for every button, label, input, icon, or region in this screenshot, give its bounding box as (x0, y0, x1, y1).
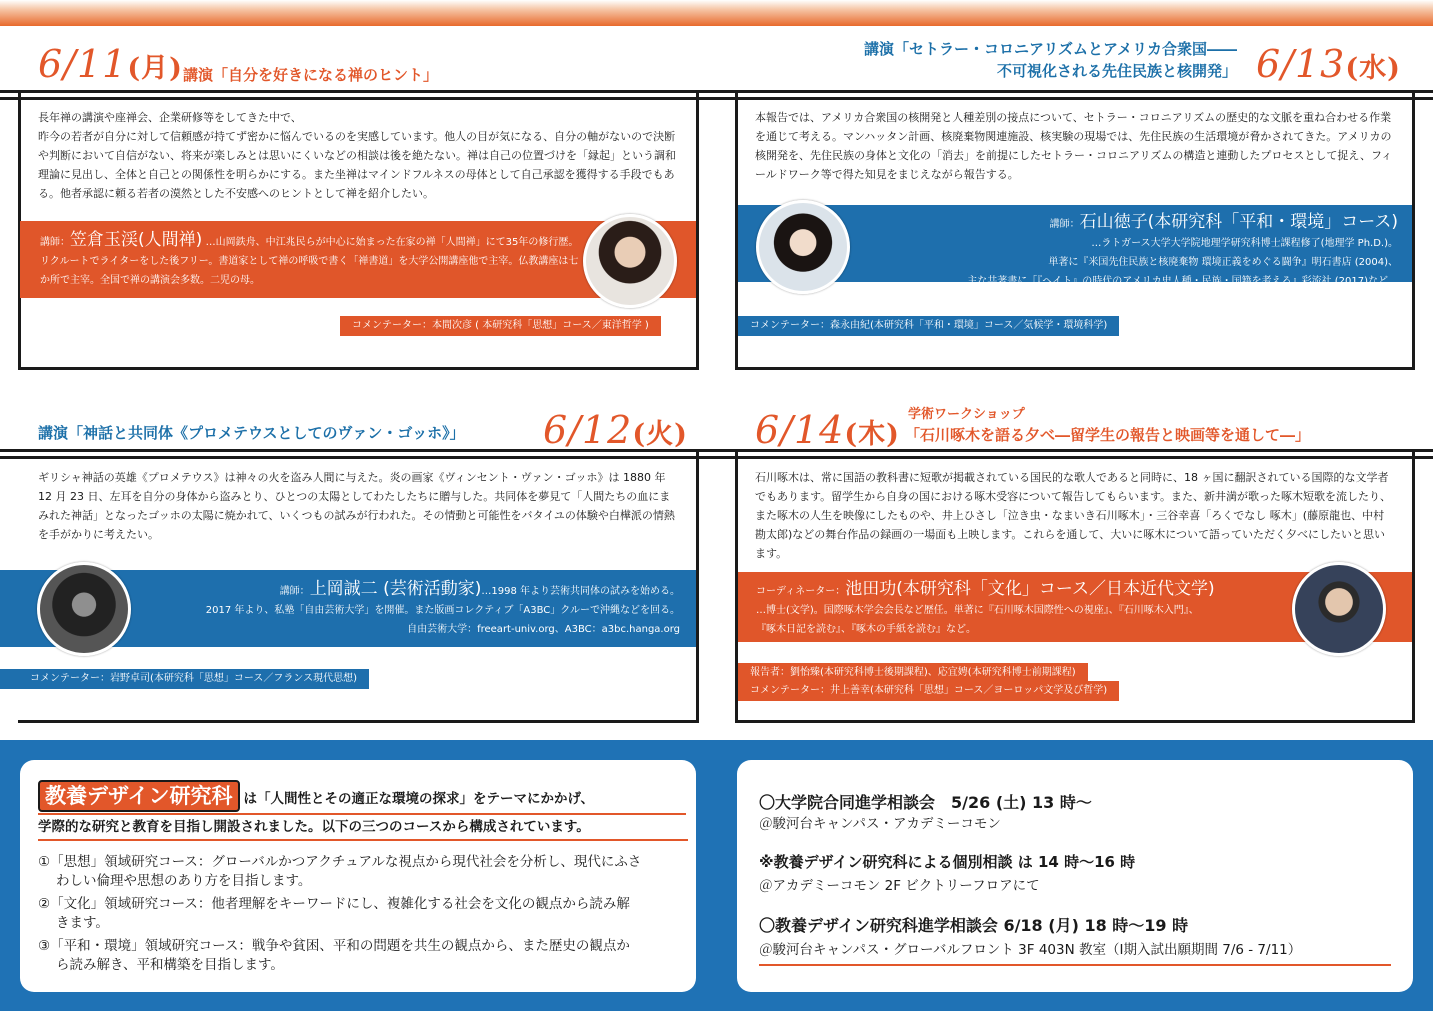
speaker-name: 石山徳子(本研究科「平和・環境」コース) (1079, 212, 1398, 232)
talk-title-6-13-line2: 不可視化される先住民族と核開発」 (996, 62, 1237, 80)
commentator-6-13: コメンテーター：森永由紀(本研究科「平和・環境」コース／気候学・環境科学) (738, 316, 1119, 336)
speaker-photo-kamioka (37, 562, 131, 656)
divider-top-2 (0, 97, 1433, 100)
about-heading: 教養デザイン研究科 は「人間性とその適正な環境の探求」をテーマにかかげ、 (38, 780, 594, 812)
event-1: 〇大学院合同進学相談会 5/26 (土) 13 時～ (759, 793, 1092, 812)
frame-col-3 (696, 449, 699, 723)
frame-right-1 (1412, 90, 1415, 370)
speaker-photo-kasakura (583, 214, 677, 308)
date-6-12: 6/12(火) (543, 408, 688, 452)
event-2: ※教養デザイン研究科による個別相談 は 14 時～16 時 (759, 853, 1136, 871)
speaker-role: 講師： (279, 586, 310, 597)
talk-title-6-13-line1: 講演「セトラー・コロニアリズムとアメリカ合衆国―― (863, 40, 1237, 58)
divider-mid-left (18, 367, 699, 370)
bottom-panel (0, 740, 1433, 1011)
talk-title-6-12: 講演「神話と共同体《プロメテウスとしてのヴァン・ゴッホ》」 (38, 424, 465, 442)
speaker-desc: …山岡鉄舟、中江兆民らが中心に始まった在家の禅「人間禅」にて35年の修行歴。リクルートでライターをした後フリー。書道家として禅の呼吸で書く「禅書道」を大学公開講座他で主宰。仏教講座は七か所で主宰。全国で禅の講演会多数。二児の母。 (40, 237, 579, 286)
frame-col-1 (696, 90, 699, 370)
event-2-location: ＠アカデミーコモン 2F ビクトリーフロアにて (759, 878, 1040, 894)
about-card (20, 760, 696, 992)
commentator-6-11: コメンテーター：本間次彦 ( 本研究科「思想」コース／東洋哲学 ) (340, 316, 661, 336)
events-card (737, 760, 1413, 992)
talk-body-6-13: 本報告では、アメリカ合衆国の核開発と人種差別の接点について、セトラー・コロニアリズムの歴史的な文脈を重ね合わせる作業を通じて考える。マンハッタン計画、核廃棄物関連施設、核実験の現場では、先住民族の生活環境が脅かされてきた。アメリカの核開発を、先住民族の身体と文化の「消去」を前提にしたセトラー・コロニアリズムの構造と連動したプロセスとして捉え、フィールドワーク等で得た知見をまじえながら報告する。 (755, 111, 1393, 181)
divider-bottom-left (18, 720, 699, 723)
date-6-14: 6/14(木) (755, 408, 900, 452)
talk-title-6-11: 講演「自分を好きになる禅のヒント」 (183, 66, 439, 84)
divider-bottom-right (735, 720, 1415, 723)
underline-1 (38, 813, 686, 815)
talk-body-6-12: ギリシャ神話の英雄《プロメテウス》は神々の火を盗み人間に与えた。炎の画家《ヴィンセント・ヴァン・ゴッホ》は 1880 年 12 月 23 日、左耳を自分の身体から盗みとり、ひとつの太陽としてわたしたちに贈与した。共同体を夢見て「人間たちの血にまみれた神話」となったゴッホの太陽に焼かれて、いくつもの試みが行われた。その情動と可能性をバタイユの体験や白樺派の情熱を手がかりに考えたい。 (38, 471, 675, 541)
divider-middle (0, 449, 1433, 452)
course-3-cont: ら読み解き、平和構築を目指します。 (56, 957, 284, 973)
speaker-desc-1: …1998 年より芸術共同体の試みを始める。 (481, 586, 680, 597)
event-1-location: ＠駿河台キャンパス・アカデミーコモン (759, 816, 1001, 832)
divider-middle-2 (0, 456, 1433, 459)
speaker-role: 講師： (1049, 219, 1080, 230)
workshop-label: 学術ワークショップ (908, 407, 1025, 422)
commentator-6-12: コメンテーター：岩野卓司(本研究科「思想」コース／フランス現代思想) (0, 669, 369, 689)
event-3: 〇教養デザイン研究科進学相談会 6/18 (月) 18 時～19 時 (759, 916, 1189, 935)
speaker-desc-2: 単著に『米国先住民族と核廃棄物 環境正義をめぐる闘争』明石書店 (2004)、 (1048, 257, 1398, 268)
speaker-name: 上岡誠二 (芸術活動家) (309, 579, 482, 599)
speaker-desc-2: 2017 年より、私塾「自由芸術大学」を開催。また版画コレクティブ「A3BC」クルーで沖縄などを回る。 (205, 605, 680, 616)
course-3: ③「平和・環境」領域研究コース：戦争や貧困、平和の問題を共生の観点から、また歴史の観点か (38, 938, 630, 954)
divider-mid-right (735, 367, 1415, 370)
commentator-6-14: コメンテーター：井上善幸(本研究科「思想」コース／ヨーロッパ文学及び哲学) (738, 681, 1119, 701)
talk-body-6-11: 長年禅の講演や座禅会、企業研修等をしてきた中で、 昨今の若者が自分に対して信頼感が持てず密かに悩んでいるのを実感しています。他人の目が気になる、自分の軸がないので決断や判断において自信がない、将来が楽しみとは思いにくいなどの相談は後を絶たない。禅は自己の位置づけを「縁起」という調和理論に見出し、全体と自己との関係性を明らかにする。また坐禅はマインドフルネスの母体として自己承認を獲得する手段でもある。他者承認に頼る若者の漠然とした不安感へのヒントとして禅を紹介したい。 (38, 111, 676, 200)
frame-right-2 (1412, 449, 1415, 723)
event-underline (759, 964, 1391, 966)
talk-body-6-14: 石川啄木は、常に国語の教科書に短歌が掲載されている国民的な歌人であると同時に、18 ヶ国に翻訳されている国際的な文学者でもあります。留学生から自身の国における啄木受容について報告してもらいます。また、新井満が歌った啄木短歌を流したり、また啄木の人生を映像にしたものや、井上ひさし「泣き虫・なまいき石川啄木」・三谷幸喜「ろくでなし 啄木」(藤原龍也、中村勘太郎)などの舞台作品の録画の一場面も上映します。これらを通して、大いに啄木について語っていただく夕べにしたいと思います。 (755, 471, 1392, 560)
underline-2 (38, 839, 688, 841)
event-3-location: ＠駿河台キャンパス・グローバルフロント 3F 403N 教室（Ⅰ期入試出願期間 7/6 - 7/11） (759, 942, 1302, 958)
talk-title-6-14: 「石川啄木を語る夕べ―留学生の報告と映画等を通して―」 (905, 426, 1311, 444)
about-line2: 学際的な研究と教育を目指し開設されました。以下の三つのコースから構成されています。 (38, 819, 590, 835)
speaker-photo-ikeda (1292, 562, 1386, 656)
reporters-6-14: 報告者：劉怡臻(本研究科博士後期課程)、応宜娉(本研究科博士前期課程) (738, 663, 1088, 683)
speaker-desc-3: 自由芸術大学：freeart-univ.org、A3BC：a3bc.hanga.org (407, 624, 680, 635)
course-1-cont: わしい倫理や思想のあり方を目指します。 (56, 873, 312, 889)
coordinator-name: 池田功(本研究科「文化」コース／日本近代文学) (845, 579, 1215, 599)
course-2: ②「文化」領域研究コース：他者理解をキーワードにし、複雑化する社会を文化の観点から読み解 (38, 896, 630, 912)
coordinator-role: コーディネーター： (756, 586, 846, 597)
top-gradient-bar (0, 0, 1433, 26)
speaker-name: 笠倉玉渓(人間禅) (70, 230, 203, 250)
course-1: ①「思想」領域研究コース：グローバルかつアクチュアルな視点から現代社会を分析し、現代にふさ (38, 854, 642, 870)
speaker-desc-3: 主な共著書に「『ヘイト』の時代のアメリカ史人種・民族・国籍を考える』彩流社 (2017)など。 (967, 276, 1398, 287)
speaker-photo-ishiyama (756, 200, 850, 294)
date-6-11: 6/11(月) (38, 42, 183, 86)
divider-top (0, 90, 1433, 93)
date-6-13: 6/13(水) (1256, 42, 1401, 86)
coordinator-desc-1: …博士(文学)。国際啄木学会会長など歴任。単著に『石川啄木国際性への視座』、『石川啄木入門』、 (756, 605, 1199, 616)
program-logo: 教養デザイン研究科 (38, 780, 240, 812)
speaker-role: 講師： (40, 237, 70, 248)
speaker-desc-1: …ラトガース大学大学院地理学研究科博士課程修了(地理学 Ph.D.)。 (1091, 238, 1398, 249)
coordinator-desc-2: 『啄木日記を読む』、『啄木の手紙を読む』など。 (756, 624, 976, 635)
course-2-cont: きます。 (56, 915, 109, 931)
